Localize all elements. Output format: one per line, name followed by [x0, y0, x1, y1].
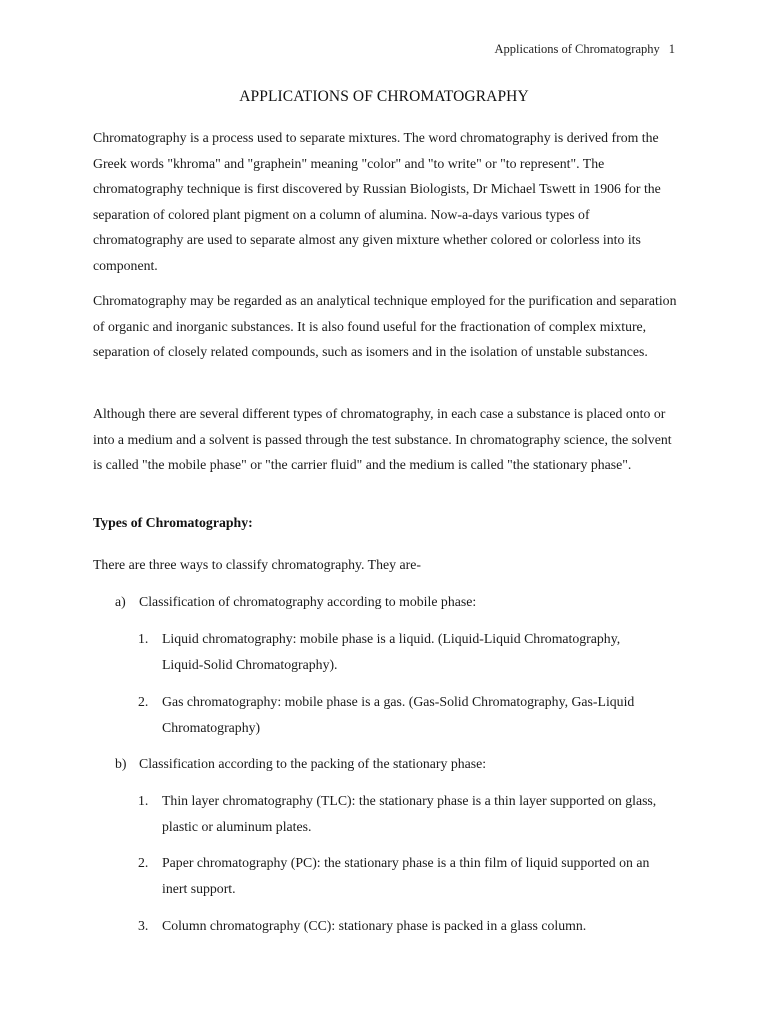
- list-marker: a): [115, 594, 126, 609]
- document-title: APPLICATIONS OF CHROMATOGRAPHY: [239, 88, 529, 105]
- list-number: 2.: [138, 694, 149, 709]
- paragraph-phases: Although there are several different types of chromatography, in each case a substance is placed onto or into a medium and a solvent is passed through the test substance. In chromatography science, the solvent is called "the mobile phase" or "the carrier fluid" and the medium is called "the stationary phase".: [93, 406, 672, 472]
- list-item-text: Thin layer chromatography (TLC): the stationary phase is a thin layer supported on glass, plastic or aluminum plates.: [162, 793, 657, 834]
- classification-label: Classification according to the packing of the stationary phase:: [139, 756, 487, 771]
- paragraph-intro: Chromatography is a process used to separate mixtures. The word chromatography is derived from the Greek words "khroma" and "graphein" meaning "color" and "to write" or "to represent". The chromatography technique is first discovered by Russian Biologists, Dr Michael Tswett in 1906 for the separation of colored plant pigment on a column of alumina. Now-a-days various types of chromatography are used to separate almost any given mixture whether colored or colorless into its component.: [93, 130, 661, 273]
- list-number: 1.: [138, 793, 149, 808]
- running-header-title: Applications of Chromatography: [494, 42, 660, 56]
- list-marker: b): [115, 756, 127, 771]
- list-item-text: Column chromatography (CC): stationary phase is packed in a glass column.: [162, 918, 587, 933]
- classification-label: Classification of chromatography according to mobile phase:: [139, 594, 477, 609]
- list-number: 2.: [138, 855, 149, 870]
- page-number: 1: [668, 42, 675, 56]
- list-number: 1.: [138, 631, 149, 646]
- classification-intro: There are three ways to classify chromatography. They are-: [93, 557, 421, 572]
- list-item-text: Gas chromatography: mobile phase is a gas. (Gas-Solid Chromatography, Gas-Liquid Chromatography): [162, 694, 635, 735]
- list-item-text: Liquid chromatography: mobile phase is a liquid. (Liquid-Liquid Chromatography, Liquid-Solid Chromatography).: [162, 631, 621, 672]
- list-item-text: Paper chromatography (PC): the stationary phase is a thin film of liquid supported on an inert support.: [162, 855, 650, 896]
- section-heading: Types of Chromatography:: [93, 515, 253, 530]
- paragraph-analytical: Chromatography may be regarded as an analytical technique employed for the purification and separation of organic and inorganic substances. It is also found useful for the fractionation of complex mixture, separation of closely related compounds, such as isomers and in the isolation of unstable substances.: [93, 293, 677, 359]
- running-header: [495, 42, 676, 57]
- list-number: 3.: [138, 918, 149, 933]
